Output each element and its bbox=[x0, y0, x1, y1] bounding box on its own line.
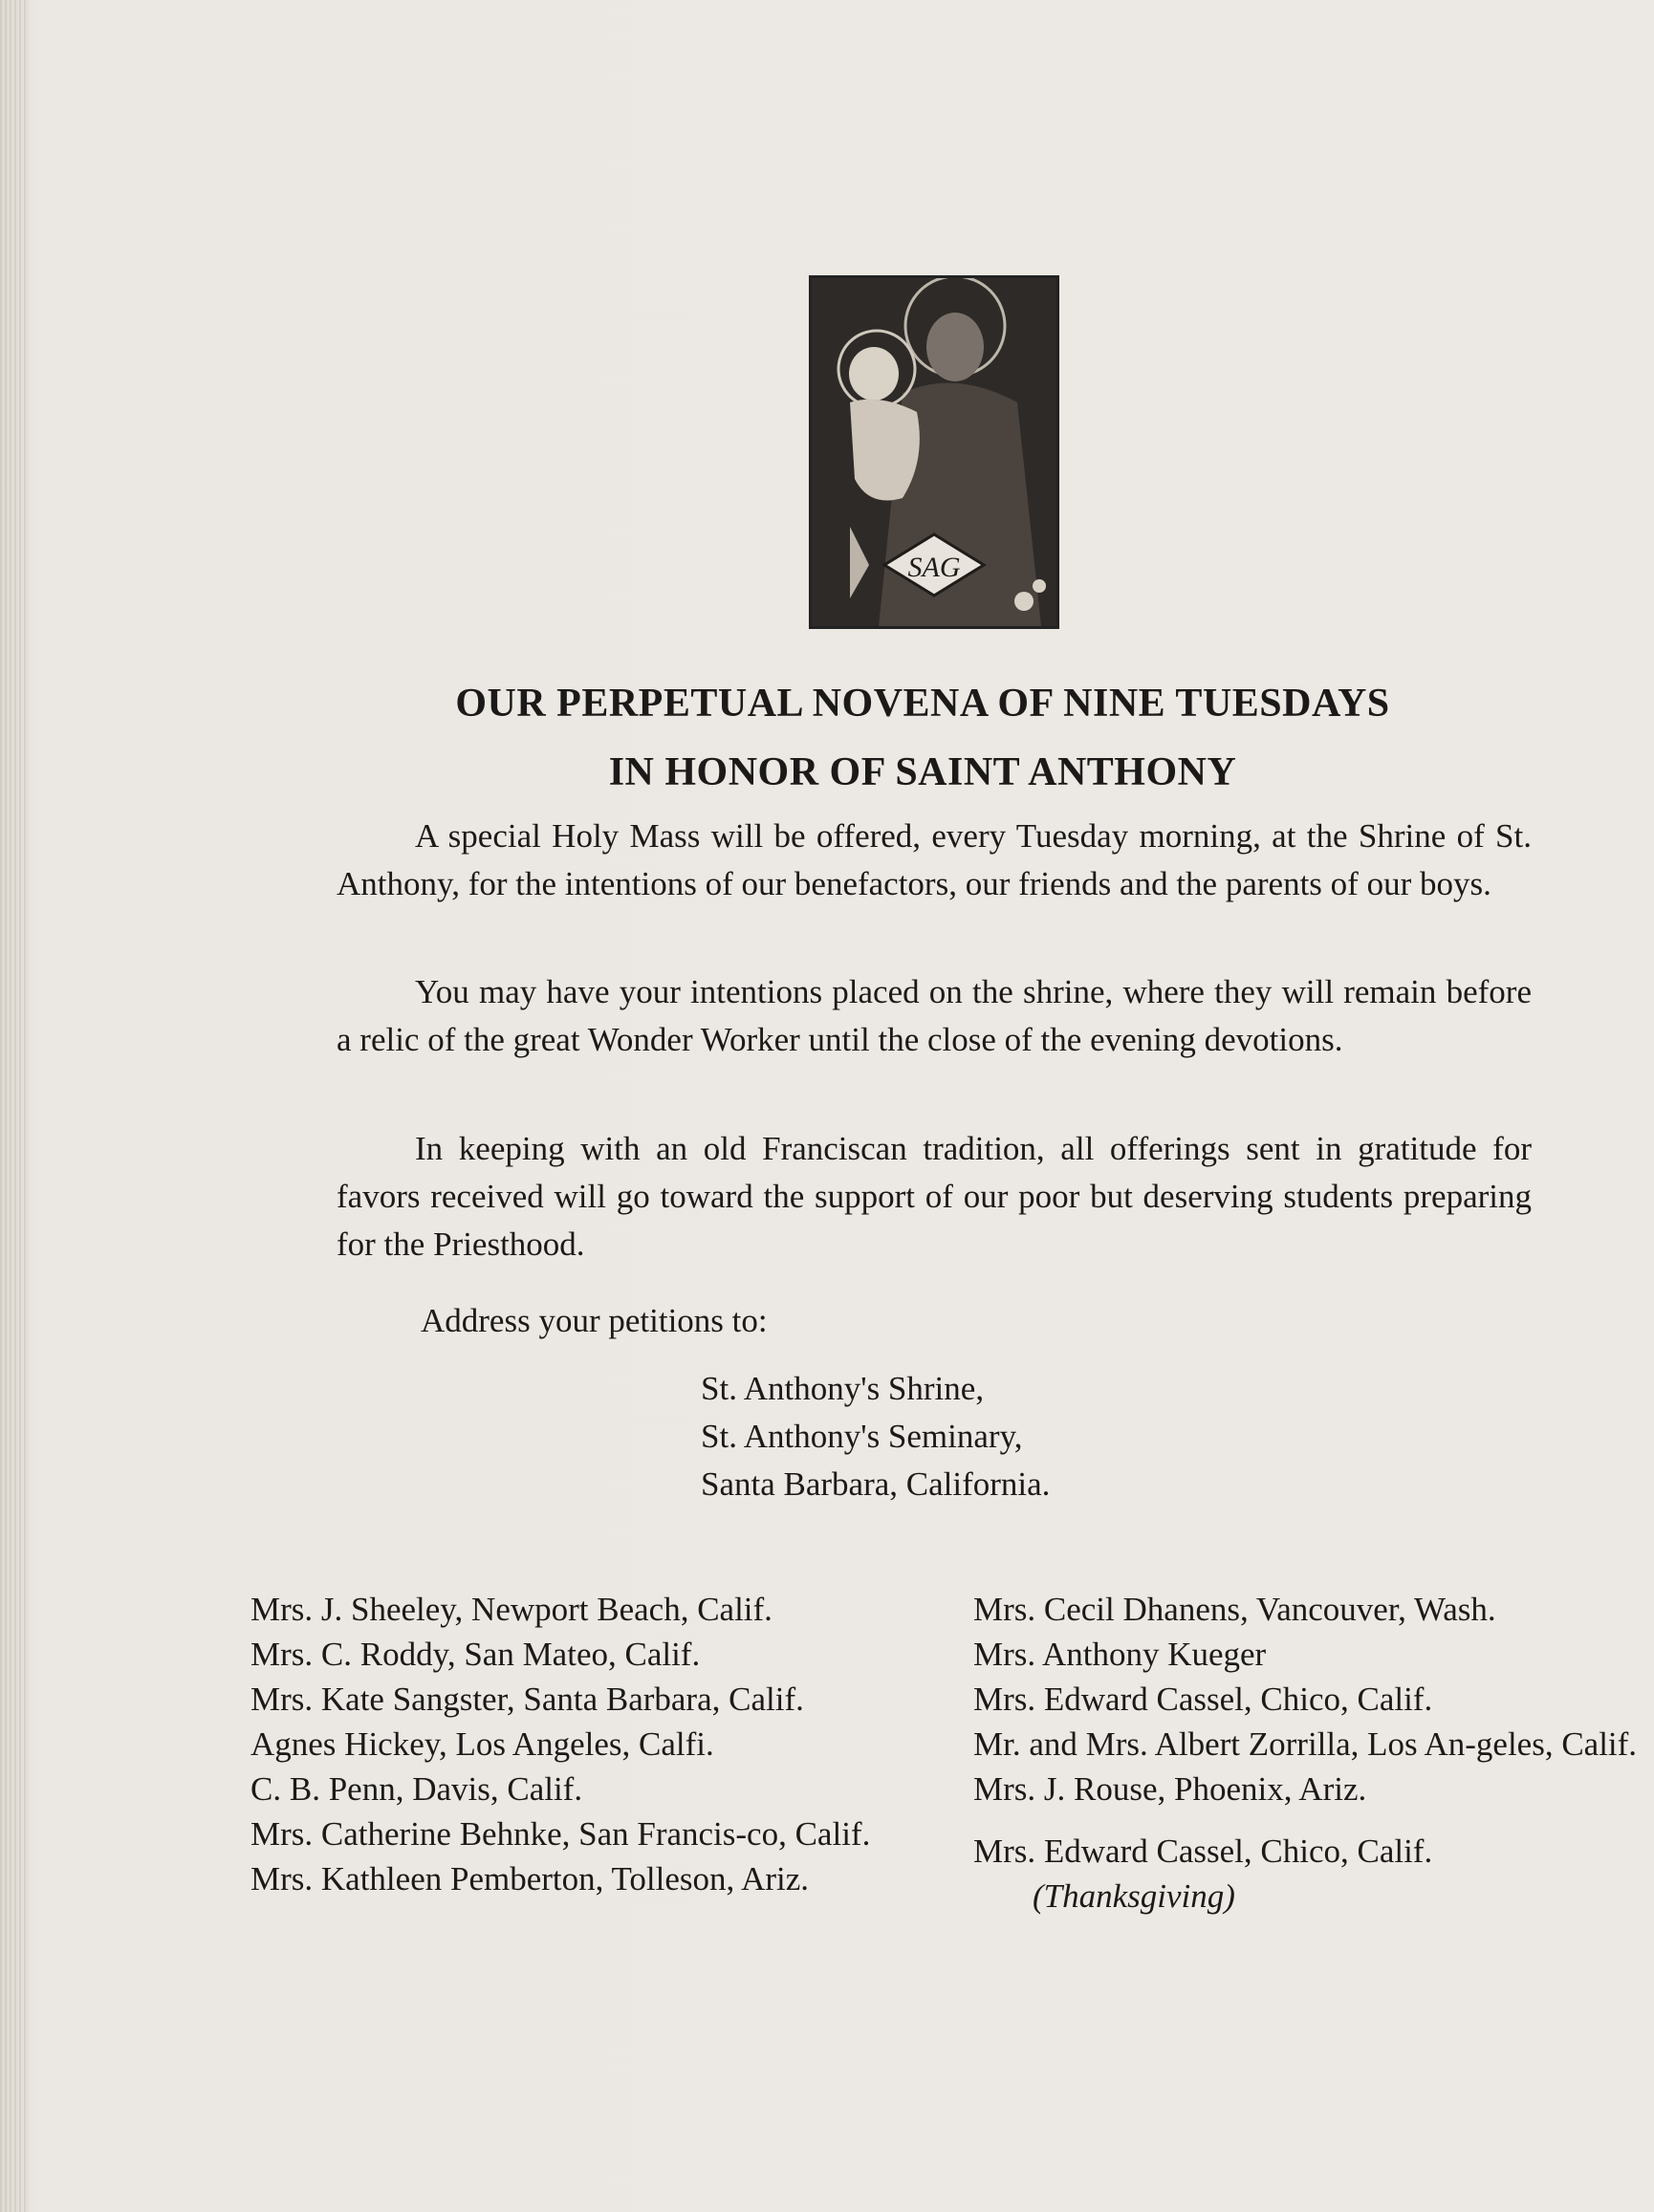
names-left-column bbox=[250, 1587, 958, 1901]
address-line: St. Anthony's Seminary, bbox=[701, 1418, 1023, 1455]
name-entry: Mrs. Kathleen Pemberton, Tolleson, Ariz. bbox=[250, 1860, 810, 1898]
title-line-1: OUR PERPETUAL NOVENA OF NINE TUESDAYS bbox=[455, 682, 1390, 726]
address-block bbox=[701, 1365, 1050, 1508]
names-right-column bbox=[973, 1587, 1643, 1919]
title-line-2: IN HONOR OF SAINT ANTHONY bbox=[608, 750, 1237, 794]
paragraph-mass: A special Holy Mass will be offered, every Tuesday morning, at the Shrine of St. Anthony, for the intentions of our benefactors, our friends and the parents of our boys. bbox=[337, 817, 1532, 902]
paragraph-offerings: In keeping with an old Franciscan tradition, all offerings sent in gratitude for favors received will go toward the support of our poor but deserving students preparing for the Priesthood. bbox=[337, 1130, 1532, 1263]
name-entry: C. B. Penn, Davis, Calif. bbox=[250, 1770, 583, 1808]
name-entry: Mrs. Edward Cassel, Chico, Calif. bbox=[973, 1832, 1433, 1870]
name-entry: Agnes Hickey, Los Angeles, Calfi. bbox=[250, 1725, 714, 1763]
address-line: St. Anthony's Shrine, bbox=[701, 1370, 985, 1407]
name-entry: Mrs. J. Sheeley, Newport Beach, Calif. bbox=[250, 1591, 773, 1628]
address-label: Address your petitions to: bbox=[421, 1302, 768, 1339]
saint-anthony-image bbox=[809, 275, 1059, 629]
name-entry: Mr. and Mrs. Albert Zorrilla, Los An-geles, Calif. bbox=[973, 1725, 1638, 1763]
thanksgiving-note: (Thanksgiving) bbox=[1033, 1877, 1235, 1915]
name-entry: Mrs. C. Roddy, San Mateo, Calif. bbox=[250, 1636, 701, 1673]
name-entry: Mrs. Kate Sangster, Santa Barbara, Calif. bbox=[250, 1681, 804, 1718]
name-entry: Mrs. Cecil Dhanens, Vancouver, Wash. bbox=[973, 1591, 1496, 1628]
name-entry: Mrs. Anthony Kueger bbox=[973, 1636, 1267, 1673]
page-edge bbox=[0, 0, 29, 2212]
address-line: Santa Barbara, California. bbox=[701, 1465, 1051, 1503]
name-entry: Mrs. J. Rouse, Phoenix, Ariz. bbox=[973, 1770, 1367, 1808]
name-entry: Mrs. Edward Cassel, Chico, Calif. bbox=[973, 1681, 1433, 1718]
name-entry: Mrs. Catherine Behnke, San Francis-co, Calif. bbox=[250, 1815, 871, 1853]
svg-text:SAG: SAG bbox=[907, 552, 961, 583]
paragraph-intentions: You may have your intentions placed on the shrine, where they will remain before a relic of the great Wonder Worker until the close of the evening devotions. bbox=[337, 973, 1532, 1058]
